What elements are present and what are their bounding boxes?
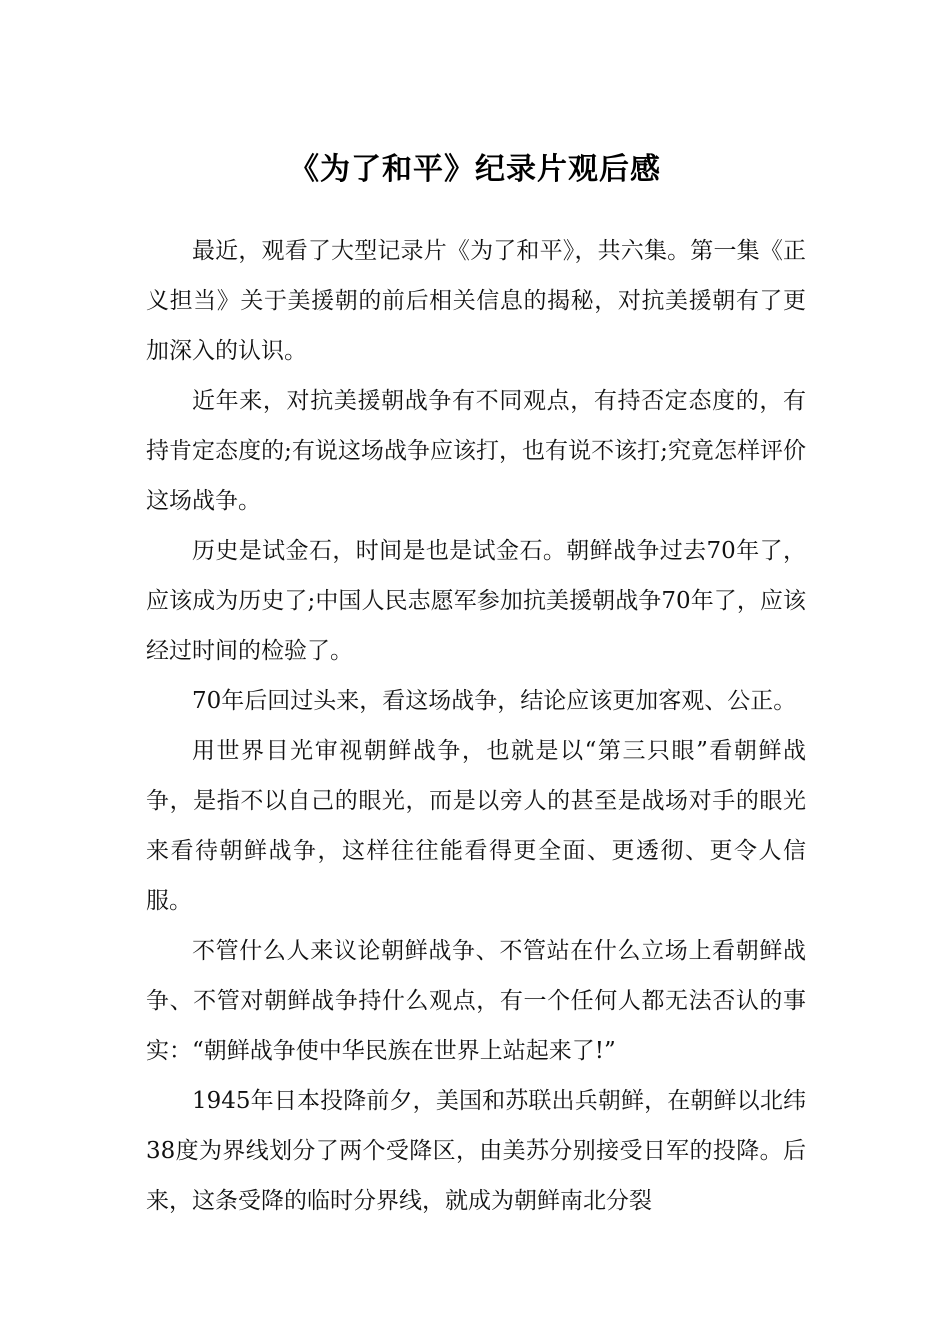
paragraph: 不管什么人来议论朝鲜战争、不管站在什么立场上看朝鲜战争、不管对朝鲜战争持什么观点，有一个任何人都无法否认的事实：“朝鲜战争使中华民族在世界上站起来了!” (146, 938, 806, 1064)
paragraph: 近年来，对抗美援朝战争有不同观点，有持否定态度的，有持肯定态度的;有说这场战争应该打，也有说不该打;究竟怎样评价这场战争。 (146, 388, 806, 514)
paragraph: 最近，观看了大型记录片《为了和平》，共六集。第一集《正义担当》关于美援朝的前后相关信息的揭秘，对抗美援朝有了更加深入的认识。 (146, 238, 806, 364)
paragraph: 1945年日本投降前夕，美国和苏联出兵朝鲜，在朝鲜以北纬38度为界线划分了两个受降区，由美苏分别接受日军的投降。后来，这条受降的临时分界线，就成为朝鲜南北分裂 (146, 1088, 806, 1214)
paragraph: 历史是试金石，时间是也是试金石。朝鲜战争过去70年了，应该成为历史了;中国人民志愿军参加抗美援朝战争70年了，应该经过时间的检验了。 (146, 538, 806, 664)
paragraph: 用世界目光审视朝鲜战争，也就是以“第三只眼”看朝鲜战争，是指不以自己的眼光，而是以旁人的甚至是战场对手的眼光来看待朝鲜战争，这样往往能看得更全面、更透彻、更令人信服。 (146, 738, 806, 914)
document-body (146, 226, 806, 1226)
document-title: 《为了和平》纪录片观后感 (289, 152, 661, 188)
paragraph: 70年后回过头来，看这场战争，结论应该更加客观、公正。 (192, 688, 797, 714)
